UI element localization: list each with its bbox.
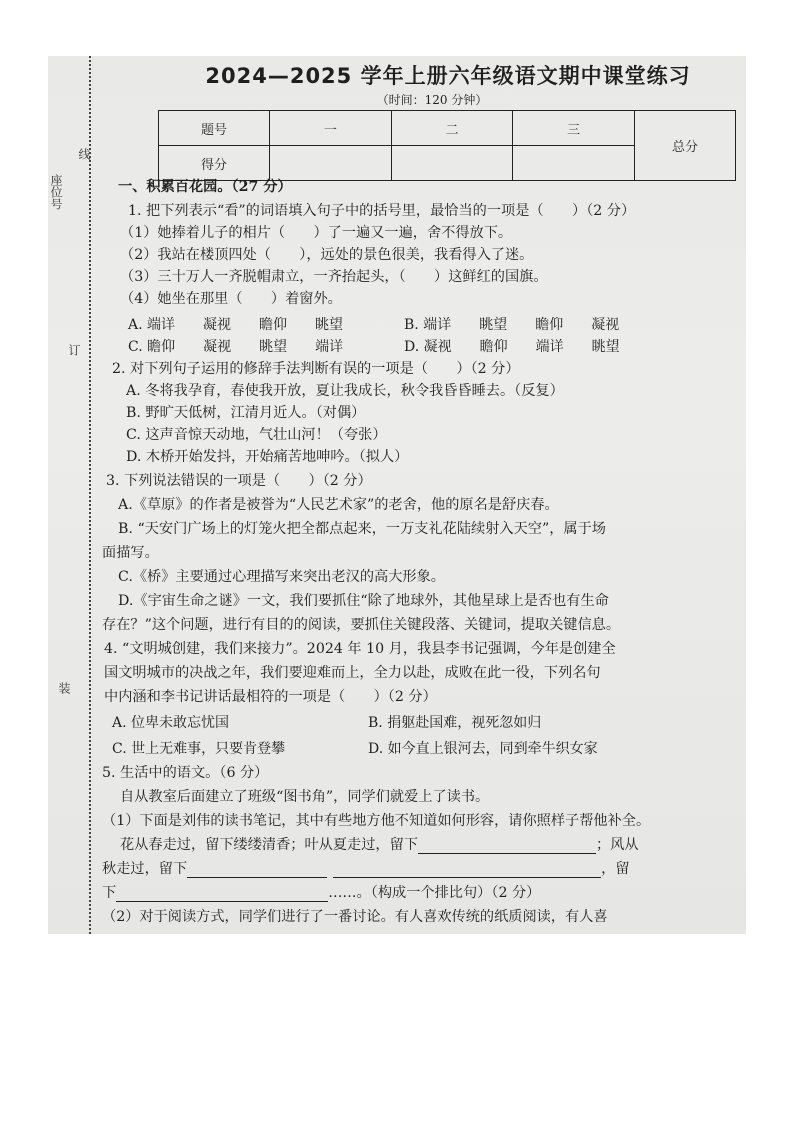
q4-option-b: B. 捐躯赴国难，视死忽如归 — [368, 715, 542, 731]
seat-number-label: 座位号 — [49, 174, 63, 210]
q3-option-b-line1: B. “天安门广场上的灯笼火把全都点起来，一万支礼花陆续射入天空”，属于场 — [118, 521, 606, 537]
q2-stem: 2. 对下列句子运用的修辞手法判断有误的一项是（ ）（2 分） — [112, 361, 520, 377]
q1-stem: 1. 把下列表示“看”的词语填入句子中的括号里，最恰当的一项是（ ）（2 分） — [128, 203, 636, 219]
q4-option-a: A. 位卑未敢忘忧国 — [112, 715, 230, 731]
q3-stem: 3. 下列说法错误的一项是（ ）（2 分） — [106, 473, 372, 489]
score-col-3: 三 — [513, 111, 635, 146]
score-table — [158, 110, 736, 181]
q5-intro: 自从教室后面建立了班级“图书角”，同学们就爱上了读书。 — [120, 789, 490, 805]
fill-text-3b: ……。（构成一个排比句）（2 分） — [328, 885, 541, 901]
q1-option-a: A. 端详 凝视 瞻仰 眺望 — [128, 317, 344, 333]
q2-option-b: B. 野旷天低树，江清月近人。（对偶） — [126, 405, 366, 421]
q2-option-a: A. 冬将我孕育，春使我开放，夏让我成长，秋令我昏昏睡去。（反复） — [126, 383, 564, 399]
binding-margin — [48, 56, 100, 934]
fill-text-2b: ，留 — [601, 861, 630, 877]
score-header-label: 题号 — [159, 111, 270, 146]
q2-option-c: C. 这声音惊天动地，气壮山河！（夸张） — [126, 427, 387, 443]
answer-blank-2[interactable] — [187, 863, 327, 878]
q2-option-d: D. 木桥开始发抖，开始痛苦地呻吟。（拟人） — [126, 449, 409, 465]
q1-sentence-2: （2）我站在楼顶四处（ ），远处的景色很美，我看得入了迷。 — [120, 247, 534, 263]
score-cell-3[interactable] — [513, 146, 635, 181]
score-row-label: 得分 — [159, 146, 270, 181]
q4-option-d: D. 如今直上银河去，同到牵牛织女家 — [368, 741, 598, 757]
answer-blank-3[interactable] — [333, 863, 601, 878]
q1-sentence-3: （3）三十万人一齐脱帽肃立，一齐抬起头，（ ）这鲜红的国旗。 — [120, 269, 548, 285]
fill-text-2a: 秋走过，留下 — [102, 861, 188, 877]
score-cell-2[interactable] — [391, 146, 513, 181]
q1-option-d: D. 凝视 瞻仰 端详 眺望 — [404, 339, 620, 355]
q1-option-b: B. 端详 眺望 瞻仰 凝视 — [404, 317, 620, 333]
answer-blank-4[interactable] — [116, 887, 328, 902]
q5-fill-line-2 — [102, 860, 630, 878]
q5-stem: 5. 生活中的语文。（6 分） — [102, 765, 269, 781]
score-col-1: 一 — [270, 111, 392, 146]
fill-text-3a: 下 — [102, 885, 117, 901]
q5-part2-prompt: （2）对于阅读方式，同学们进行了一番讨论。有人喜欢传统的纸质阅读，有人喜 — [102, 909, 608, 925]
q1-sentence-4: （4）她坐在那里（ ）着窗外。 — [120, 291, 342, 307]
total-score-label: 总分 — [635, 111, 736, 181]
q3-option-a: A.《草原》的作者是被誉为“人民艺术家”的老舍，他的原名是舒庆春。 — [118, 497, 559, 513]
zhuang-mark: 装 — [57, 682, 71, 694]
exam-content — [102, 56, 728, 934]
q4-option-c: C. 世上无难事，只要肯登攀 — [112, 741, 286, 757]
ding-mark: 订 — [67, 344, 81, 356]
fill-text-1b: ；风从 — [595, 837, 639, 853]
q4-line-1: 4. “文明城创建，我们来接力”。2024 年 10 月，我县李书记强调，今年是创建全 — [104, 641, 616, 657]
exam-title: 2024—2025 学年上册六年级语文期中课堂练习 — [205, 64, 691, 88]
q4-line-2: 国文明城市的决战之年，我们要迎难而上，全力以赴，成败在此一役，下列名句 — [104, 665, 601, 681]
dotted-binding-line — [89, 56, 91, 934]
q3-option-b-line2: 面描写。 — [102, 545, 159, 561]
line-mark: 线 — [77, 148, 91, 160]
q1-sentence-1: （1）她捧着儿子的相片（ ）了一遍又一遍，舍不得放下。 — [120, 225, 513, 241]
q1-option-c: C. 瞻仰 凝视 眺望 端详 — [128, 339, 344, 355]
score-col-2: 二 — [391, 111, 513, 146]
answer-blank-1[interactable] — [418, 839, 596, 854]
q3-option-c: C.《桥》主要通过心理描写来突出老汉的高大形象。 — [118, 569, 445, 585]
q5-fill-line-1 — [120, 836, 639, 854]
fill-text-1a: 花从春走过，留下缕缕清香；叶从夏走过，留下 — [120, 837, 418, 853]
score-cell-1[interactable] — [270, 146, 392, 181]
q5-fill-line-3 — [102, 884, 540, 902]
exam-photo — [48, 56, 746, 934]
q3-option-d-line1: D.《宇宙生命之谜》一文，我们要抓住“除了地球外，其他星球上是否也有生命 — [118, 593, 609, 609]
exam-time: （时间：120 分钟） — [376, 93, 488, 107]
section-1-heading: 一、积累百花园。（27 分） — [118, 179, 292, 195]
q3-option-d-line2: 存在？”这个问题，进行有目的的阅读，要抓住关键段落、关键词，提取关键信息。 — [102, 617, 621, 633]
q5-part1-prompt: （1）下面是刘伟的读书笔记，其中有些地方他不知道如何形容，请你照样子帮他补全。 — [102, 813, 651, 829]
q4-line-3: 中内涵和李书记讲话最相符的一项是（ ）（2 分） — [104, 689, 437, 705]
